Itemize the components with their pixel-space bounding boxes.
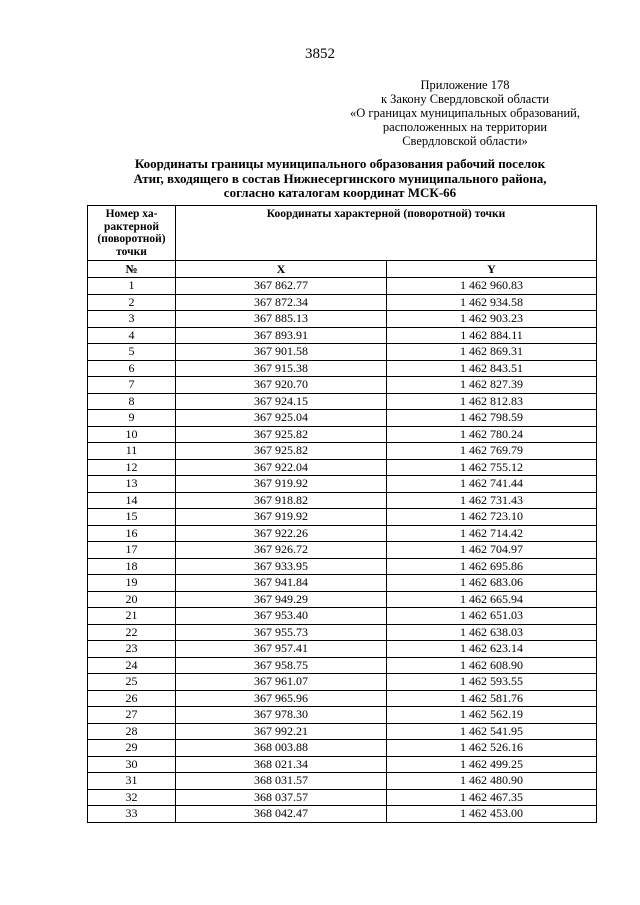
table-row xyxy=(88,789,597,806)
point-number-cell: 16 xyxy=(88,525,176,542)
y-coordinate-cell: 1 462 843.51 xyxy=(387,360,597,377)
coordinates-table xyxy=(87,205,597,823)
y-coordinate-cell: 1 462 755.12 xyxy=(387,459,597,476)
point-number-cell: 6 xyxy=(88,360,176,377)
y-coordinate-cell: 1 462 884.11 xyxy=(387,327,597,344)
table-row xyxy=(88,756,597,773)
point-number-cell: 21 xyxy=(88,608,176,625)
x-coordinate-cell: 367 941.84 xyxy=(176,575,387,592)
point-number-cell: 1 xyxy=(88,278,176,295)
x-coordinate-cell: 367 901.58 xyxy=(176,344,387,361)
y-coordinate-cell: 1 462 723.10 xyxy=(387,509,597,526)
table-row xyxy=(88,278,597,295)
header-point-line: рактерной xyxy=(104,220,159,233)
point-number-cell: 8 xyxy=(88,393,176,410)
appendix-line: «О границах муниципальных образований, xyxy=(350,106,580,120)
y-coordinate-cell: 1 462 665.94 xyxy=(387,591,597,608)
x-coordinate-cell: 367 919.92 xyxy=(176,476,387,493)
x-coordinate-cell: 367 924.15 xyxy=(176,393,387,410)
point-number-cell: 27 xyxy=(88,707,176,724)
point-number-cell: 30 xyxy=(88,756,176,773)
y-coordinate-cell: 1 462 683.06 xyxy=(387,575,597,592)
table-row xyxy=(88,426,597,443)
x-coordinate-cell: 368 003.88 xyxy=(176,740,387,757)
x-coordinate-cell: 367 922.26 xyxy=(176,525,387,542)
table-row xyxy=(88,773,597,790)
title-line: Атиг, входящего в состав Нижнесергинского муниципального района, xyxy=(133,170,547,186)
table-row xyxy=(88,575,597,592)
y-coordinate-cell: 1 462 741.44 xyxy=(387,476,597,493)
point-number-cell: 20 xyxy=(88,591,176,608)
table-row xyxy=(88,591,597,608)
x-coordinate-cell: 367 920.70 xyxy=(176,377,387,394)
y-coordinate-cell: 1 462 704.97 xyxy=(387,542,597,559)
point-number-cell: 24 xyxy=(88,657,176,674)
point-number-cell: 22 xyxy=(88,624,176,641)
table-row xyxy=(88,377,597,394)
x-coordinate-cell: 367 953.40 xyxy=(176,608,387,625)
y-coordinate-cell: 1 462 480.90 xyxy=(387,773,597,790)
table-row xyxy=(88,459,597,476)
point-number-cell: 10 xyxy=(88,426,176,443)
x-coordinate-cell: 367 965.96 xyxy=(176,690,387,707)
y-coordinate-cell: 1 462 827.39 xyxy=(387,377,597,394)
y-coordinate-cell: 1 462 960.83 xyxy=(387,278,597,295)
x-coordinate-cell: 367 933.95 xyxy=(176,558,387,575)
x-coordinate-cell: 367 885.13 xyxy=(176,311,387,328)
x-coordinate-cell: 368 031.57 xyxy=(176,773,387,790)
point-number-cell: 15 xyxy=(88,509,176,526)
table-row xyxy=(88,558,597,575)
table-row xyxy=(88,327,597,344)
header-point-line: точки xyxy=(116,245,147,258)
x-coordinate-cell: 367 919.92 xyxy=(176,509,387,526)
point-number-cell: 9 xyxy=(88,410,176,427)
table-row xyxy=(88,443,597,460)
document-title xyxy=(90,157,590,201)
table-row xyxy=(88,509,597,526)
title-line: Координаты границы муниципального образования рабочий поселок xyxy=(134,156,546,171)
table-row xyxy=(88,723,597,740)
point-number-cell: 25 xyxy=(88,674,176,691)
x-coordinate-cell: 367 862.77 xyxy=(176,278,387,295)
point-number-cell: 32 xyxy=(88,789,176,806)
table-row xyxy=(88,476,597,493)
point-number-cell: 11 xyxy=(88,443,176,460)
point-number-cell: 12 xyxy=(88,459,176,476)
header-y: Y xyxy=(387,261,597,278)
table-row xyxy=(88,360,597,377)
y-coordinate-cell: 1 462 541.95 xyxy=(387,723,597,740)
header-num: № xyxy=(88,261,176,278)
x-coordinate-cell: 367 926.72 xyxy=(176,542,387,559)
table-row xyxy=(88,608,597,625)
x-coordinate-cell: 367 978.30 xyxy=(176,707,387,724)
y-coordinate-cell: 1 462 499.25 xyxy=(387,756,597,773)
table-row xyxy=(88,393,597,410)
x-coordinate-cell: 367 925.04 xyxy=(176,410,387,427)
y-coordinate-cell: 1 462 780.24 xyxy=(387,426,597,443)
x-coordinate-cell: 367 925.82 xyxy=(176,443,387,460)
table-row xyxy=(88,311,597,328)
point-number-cell: 3 xyxy=(88,311,176,328)
x-coordinate-cell: 367 957.41 xyxy=(176,641,387,658)
header-point-line: (поворотной) xyxy=(97,233,166,245)
y-coordinate-cell: 1 462 731.43 xyxy=(387,492,597,509)
page-number: 3852 xyxy=(305,46,335,62)
y-coordinate-cell: 1 462 714.42 xyxy=(387,525,597,542)
appendix-block xyxy=(330,78,600,148)
x-coordinate-cell: 368 037.57 xyxy=(176,789,387,806)
y-coordinate-cell: 1 462 581.76 xyxy=(387,690,597,707)
header-point-line: Номер ха- xyxy=(105,208,158,220)
x-coordinate-cell: 367 922.04 xyxy=(176,459,387,476)
table-row xyxy=(88,624,597,641)
x-coordinate-cell: 367 925.82 xyxy=(176,426,387,443)
point-number-cell: 4 xyxy=(88,327,176,344)
header-x: X xyxy=(176,261,387,278)
y-coordinate-cell: 1 462 467.35 xyxy=(387,789,597,806)
table-row xyxy=(88,542,597,559)
appendix-line: к Закону Свердловской области xyxy=(380,92,550,106)
table-row xyxy=(88,344,597,361)
table-row xyxy=(88,492,597,509)
x-coordinate-cell: 367 955.73 xyxy=(176,624,387,641)
x-coordinate-cell: 367 893.91 xyxy=(176,327,387,344)
x-coordinate-cell: 368 042.47 xyxy=(176,806,387,823)
y-coordinate-cell: 1 462 769.79 xyxy=(387,443,597,460)
table-row xyxy=(88,707,597,724)
table-row xyxy=(88,410,597,427)
x-coordinate-cell: 367 915.38 xyxy=(176,360,387,377)
y-coordinate-cell: 1 462 903.23 xyxy=(387,311,597,328)
x-coordinate-cell: 367 992.21 xyxy=(176,723,387,740)
y-coordinate-cell: 1 462 453.00 xyxy=(387,806,597,823)
point-number-cell: 5 xyxy=(88,344,176,361)
point-number-cell: 29 xyxy=(88,740,176,757)
y-coordinate-cell: 1 462 798.59 xyxy=(387,410,597,427)
table-body xyxy=(88,278,597,823)
appendix-line: Приложение 178 xyxy=(420,78,510,92)
y-coordinate-cell: 1 462 623.14 xyxy=(387,641,597,658)
point-number-cell: 2 xyxy=(88,294,176,311)
table-row xyxy=(88,657,597,674)
table-row xyxy=(88,690,597,707)
table-row xyxy=(88,740,597,757)
point-number-cell: 13 xyxy=(88,476,176,493)
table-row xyxy=(88,806,597,823)
appendix-line: Свердловской области» xyxy=(402,134,528,148)
header-point-number xyxy=(88,206,176,261)
x-coordinate-cell: 367 872.34 xyxy=(176,294,387,311)
table-row xyxy=(88,525,597,542)
point-number-cell: 19 xyxy=(88,575,176,592)
point-number-cell: 17 xyxy=(88,542,176,559)
point-number-cell: 33 xyxy=(88,806,176,823)
y-coordinate-cell: 1 462 812.83 xyxy=(387,393,597,410)
point-number-cell: 14 xyxy=(88,492,176,509)
x-coordinate-cell: 368 021.34 xyxy=(176,756,387,773)
appendix-line: расположенных на территории xyxy=(382,120,548,134)
point-number-cell: 7 xyxy=(88,377,176,394)
point-number-cell: 31 xyxy=(88,773,176,790)
x-coordinate-cell: 367 958.75 xyxy=(176,657,387,674)
table-row xyxy=(88,674,597,691)
x-coordinate-cell: 367 949.29 xyxy=(176,591,387,608)
point-number-cell: 23 xyxy=(88,641,176,658)
table-row xyxy=(88,294,597,311)
y-coordinate-cell: 1 462 695.86 xyxy=(387,558,597,575)
y-coordinate-cell: 1 462 934.58 xyxy=(387,294,597,311)
header-coordinates: Координаты характерной (поворотной) точки xyxy=(176,206,597,261)
point-number-cell: 28 xyxy=(88,723,176,740)
point-number-cell: 18 xyxy=(88,558,176,575)
y-coordinate-cell: 1 462 651.03 xyxy=(387,608,597,625)
y-coordinate-cell: 1 462 608.90 xyxy=(387,657,597,674)
y-coordinate-cell: 1 462 638.03 xyxy=(387,624,597,641)
x-coordinate-cell: 367 918.82 xyxy=(176,492,387,509)
title-line: согласно каталогам координат МСК-66 xyxy=(223,185,457,200)
x-coordinate-cell: 367 961.07 xyxy=(176,674,387,691)
y-coordinate-cell: 1 462 869.31 xyxy=(387,344,597,361)
y-coordinate-cell: 1 462 526.16 xyxy=(387,740,597,757)
table-row xyxy=(88,641,597,658)
point-number-cell: 26 xyxy=(88,690,176,707)
y-coordinate-cell: 1 462 562.19 xyxy=(387,707,597,724)
y-coordinate-cell: 1 462 593.55 xyxy=(387,674,597,691)
